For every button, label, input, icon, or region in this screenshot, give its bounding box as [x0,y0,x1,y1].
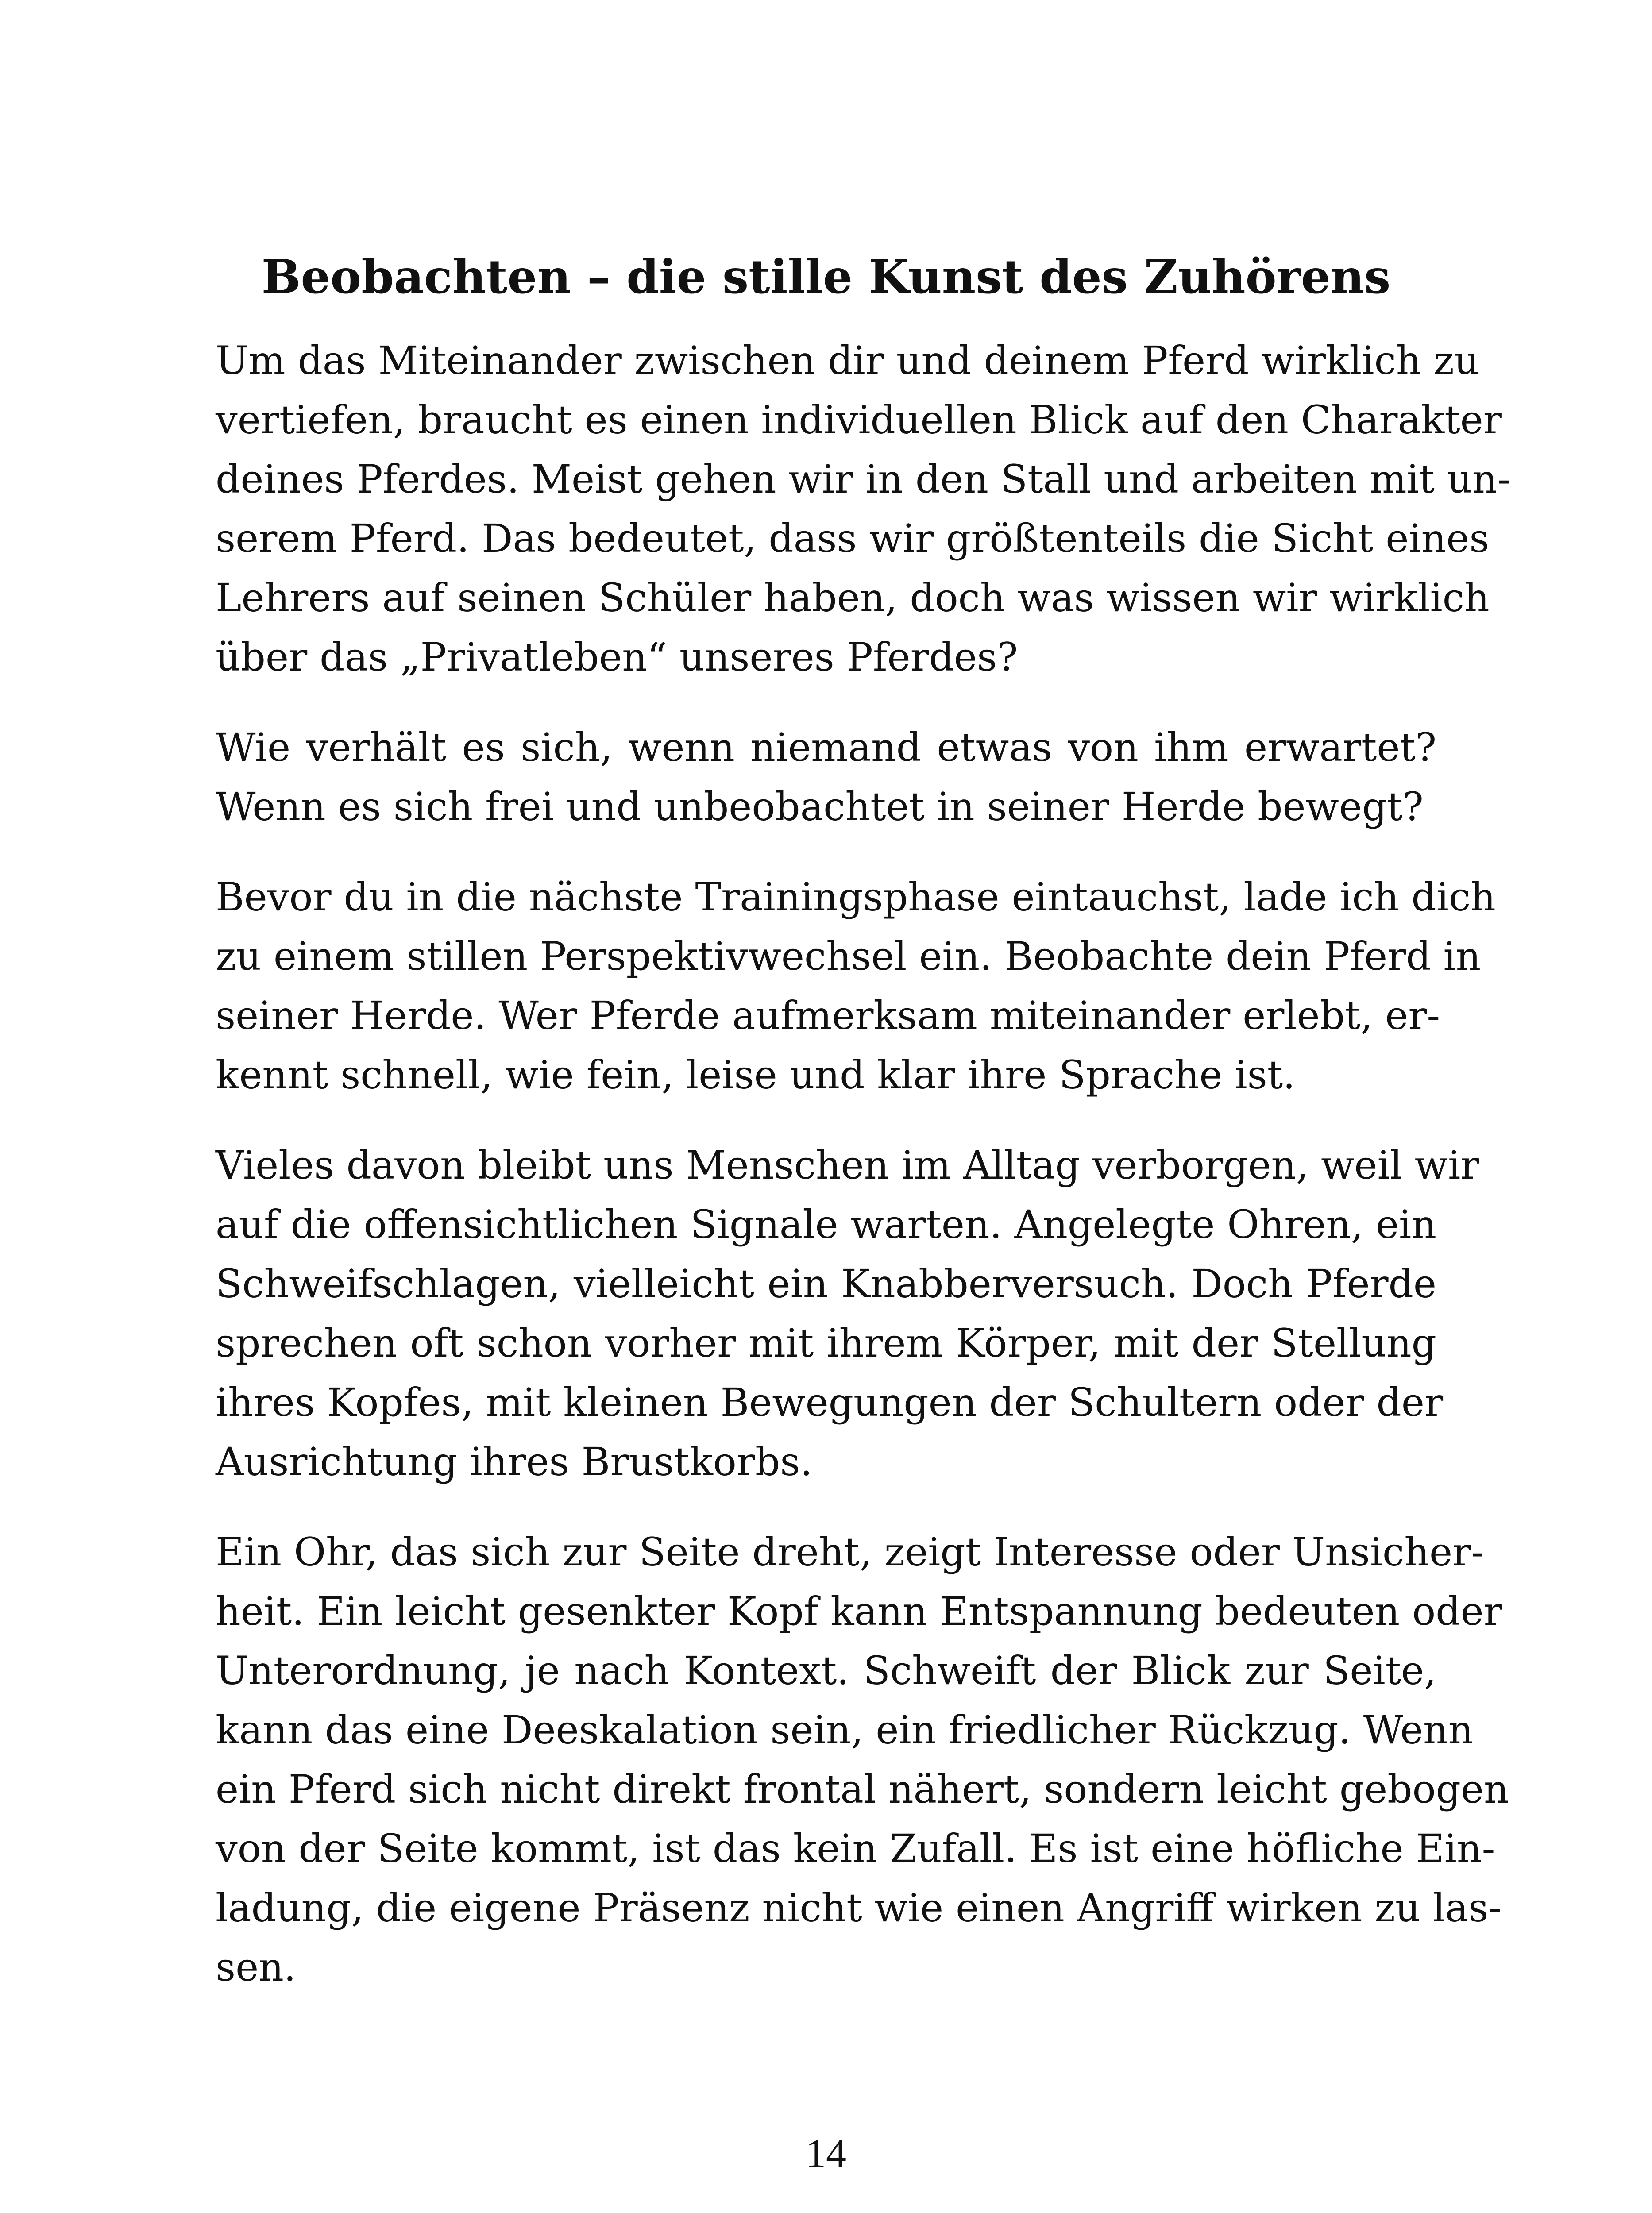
text-line: über das „Privatleben“ unseres Pferdes? [216,634,1018,680]
text-line: auf die offensichtlichen Signale warten. Angelegte Ohren, ein [216,1202,1436,1247]
text-line: kann das eine Deeskalation sein, ein friedlicher Rückzug. Wenn [216,1707,1474,1753]
paragraph-3 [216,867,1496,1105]
page-title: Beobachten – die stille Kunst des Zuhörens [261,249,1391,304]
text-line: heit. Ein leicht gesenkter Kopf kann Entspannung bedeuten oder [216,1588,1502,1634]
text-line: Ein Ohr, das sich zur Seite dreht, zeigt Interesse oder Unsicher- [216,1529,1484,1575]
paragraph-2 [216,718,1436,837]
paragraph-1 [216,331,1511,687]
text-line: sen. [216,1944,296,1990]
text-line: seiner Herde. Wer Pferde aufmerksam miteinander erlebt, er- [216,993,1440,1038]
text-line: Lehrers auf seinen Schüler haben, doch was wissen wir wirklich [216,575,1490,621]
text-line: zu einem stillen Perspektivwechsel ein. Beobachte dein Pferd in [216,933,1481,979]
text-line: Um das Miteinander zwischen dir und deinem Pferd wirklich zu [216,338,1479,383]
text-line: ein Pferd sich nicht direkt frontal nähert, sondern leicht gebogen [216,1766,1509,1812]
paragraph-5 [216,1523,1509,1997]
text-line: ihres Kopfes, mit kleinen Bewegungen der Schultern oder der [216,1380,1444,1425]
text-line: deines Pferdes. Meist gehen wir in den Stall und arbeiten mit un- [216,456,1511,502]
text-line: Ausrichtung ihres Brustkorbs. [216,1439,813,1484]
text-line: sprechen oft schon vorher mit ihrem Körper, mit der Stellung [216,1320,1436,1366]
text-line: Unterordnung, je nach Kontext. Schweift der Blick zur Seite, [216,1648,1436,1693]
text-line: von der Seite kommt, ist das kein Zufall. Es ist eine höfliche Ein- [216,1826,1495,1871]
text-line: Schweifschlagen, vielleicht ein Knabberversuch. Doch Pferde [216,1261,1436,1307]
text-line: Vieles davon bleibt uns Menschen im Alltag verborgen, weil wir [216,1142,1479,1188]
text-line: kennt schnell, wie fein, leise und klar ihre Sprache ist. [216,1052,1296,1098]
text-line: vertiefen, braucht es einen individuellen Blick auf den Charakter [216,397,1502,443]
text-line: Wie verhält es sich, wenn niemand etwas von ihm erwartet? [216,725,1436,770]
text-line: Wenn es sich frei und unbeobachtet in seiner Herde bewegt? [216,784,1424,829]
page-content [216,248,1511,2028]
text-line: Bevor du in die nächste Trainingsphase eintauchst, lade ich dich [216,874,1496,920]
page-number: 14 [806,2131,846,2176]
text-line: ladung, die eigene Präsenz nicht wie einen Angriff wirken zu las- [216,1885,1502,1931]
paragraph-4 [216,1136,1479,1492]
text-line: serem Pferd. Das bedeutet, dass wir größtenteils die Sicht eines [216,516,1490,561]
